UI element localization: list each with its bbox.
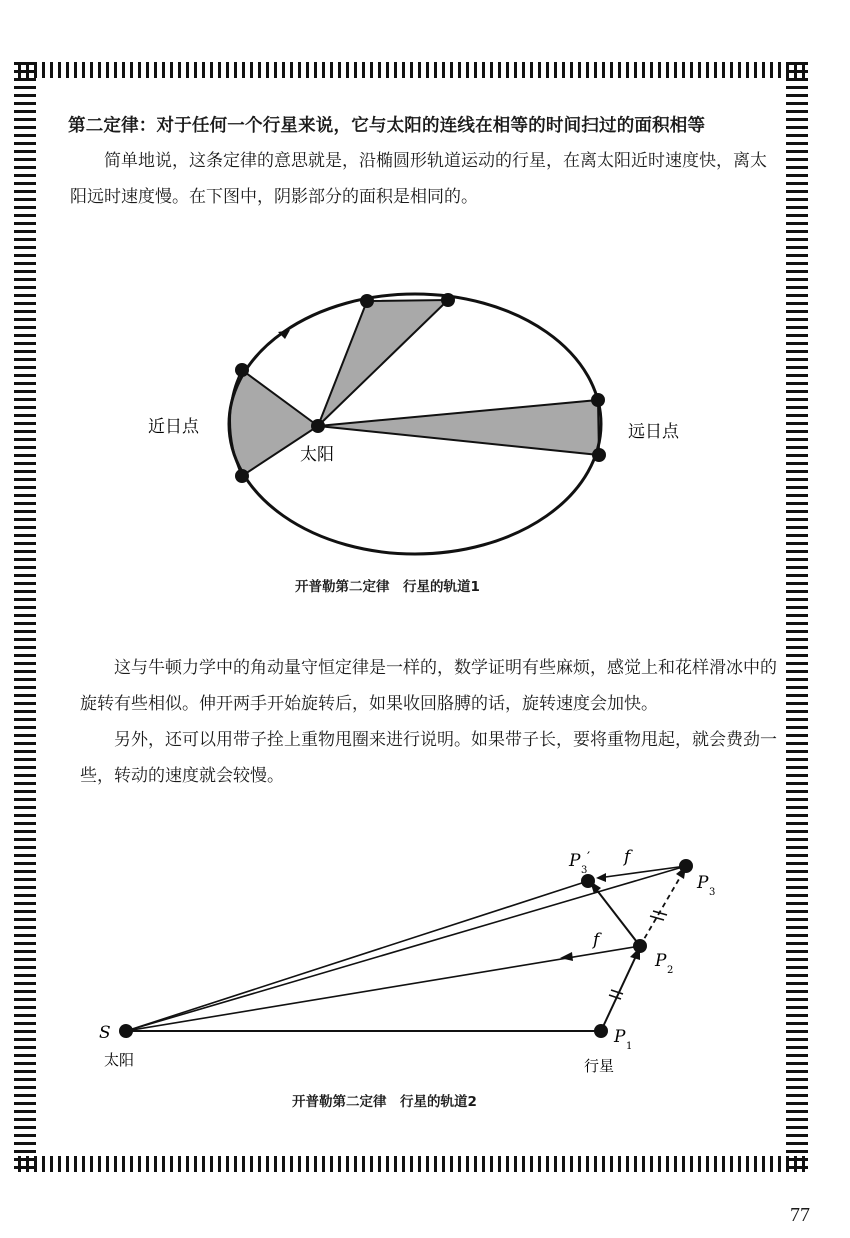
label-p1: P <box>614 1027 626 1047</box>
label-perihelion: 近日点 <box>148 417 199 437</box>
planet-point <box>235 469 249 483</box>
point-p1 <box>594 1024 608 1038</box>
shaded-sector-top <box>318 300 448 426</box>
label-sun: 太阳 <box>104 1051 135 1069</box>
label-planet: 行星 <box>584 1057 615 1075</box>
line-s-p3prime <box>126 881 588 1031</box>
label-p2: P <box>655 951 667 971</box>
planet-point <box>591 393 605 407</box>
line-s-p2 <box>126 946 640 1031</box>
vector-p2-p3prime <box>596 889 640 946</box>
point-p3prime <box>581 874 595 888</box>
text-block-middle <box>70 650 780 794</box>
label-p3prime: P <box>569 851 581 871</box>
decorative-border-bottom <box>18 1156 808 1172</box>
paragraph-skating: 这与牛顿力学中的角动量守恒定律是一样的，数学证明有些麻烦，感觉上和花样滑冰中的旋转有些相似。伸开两手开始旋转后，如果收回胳膊的话，旋转速度会加快。 <box>80 658 777 714</box>
label-p3prime-sub: 3 <box>581 865 588 876</box>
label-aphelion: 远日点 <box>628 422 679 442</box>
planet-point <box>441 293 455 307</box>
planet-point <box>592 448 606 462</box>
figure2-caption: 开普勒第二定律 行星的轨道2 <box>292 1094 477 1110</box>
label-p2-sub: 2 <box>667 965 674 976</box>
sun-point <box>311 419 325 433</box>
point-p2 <box>633 939 647 953</box>
label-p3: P <box>697 873 709 893</box>
shaded-sector-right <box>318 400 599 455</box>
label-p3-sub: 3 <box>709 887 716 898</box>
page-number: 77 <box>790 1204 810 1226</box>
force-f-top <box>598 866 686 878</box>
orbit-diagram-1 <box>0 270 850 570</box>
figure1-caption: 开普勒第二定律 行星的轨道1 <box>295 579 480 595</box>
decorative-border-top <box>18 62 808 78</box>
label-f-middle: f <box>593 930 600 950</box>
paragraph-string: 另外，还可以用带子拴上重物甩圈来进行说明。如果带子长，要将重物甩起，就会费劲一些，转动的速度就会较慢。 <box>80 730 777 786</box>
label-s: S <box>99 1023 111 1043</box>
orbit-diagram-2 <box>0 840 850 1090</box>
law-heading: 第二定律：对于任何一个行星来说，它与太阳的连线在相等的时间扫过的面积相等 <box>68 116 706 136</box>
tick-mark <box>650 916 664 920</box>
label-f-top: f <box>624 847 631 867</box>
label-sun: 太阳 <box>300 445 334 465</box>
tick-mark <box>609 995 621 999</box>
label-p3prime-mark: ′ <box>587 850 591 866</box>
planet-point <box>235 363 249 377</box>
dashed-p2-p3 <box>640 874 682 946</box>
point-p3 <box>679 859 693 873</box>
label-p1-sub: 1 <box>626 1041 633 1052</box>
planet-point <box>360 294 374 308</box>
line-s-p3 <box>126 866 686 1031</box>
text-block-top <box>60 100 780 215</box>
paragraph-intro: 简单地说，这条定律的意思就是，沿椭圆形轨道运动的行星，在离太阳近时速度快，离太阳远时速度慢。在下图中，阴影部分的面积是相同的。 <box>70 151 767 207</box>
arrowhead-f-top <box>596 873 606 882</box>
sun-point <box>119 1024 133 1038</box>
tick-mark <box>611 990 623 994</box>
vector-p1-p2 <box>601 956 636 1031</box>
